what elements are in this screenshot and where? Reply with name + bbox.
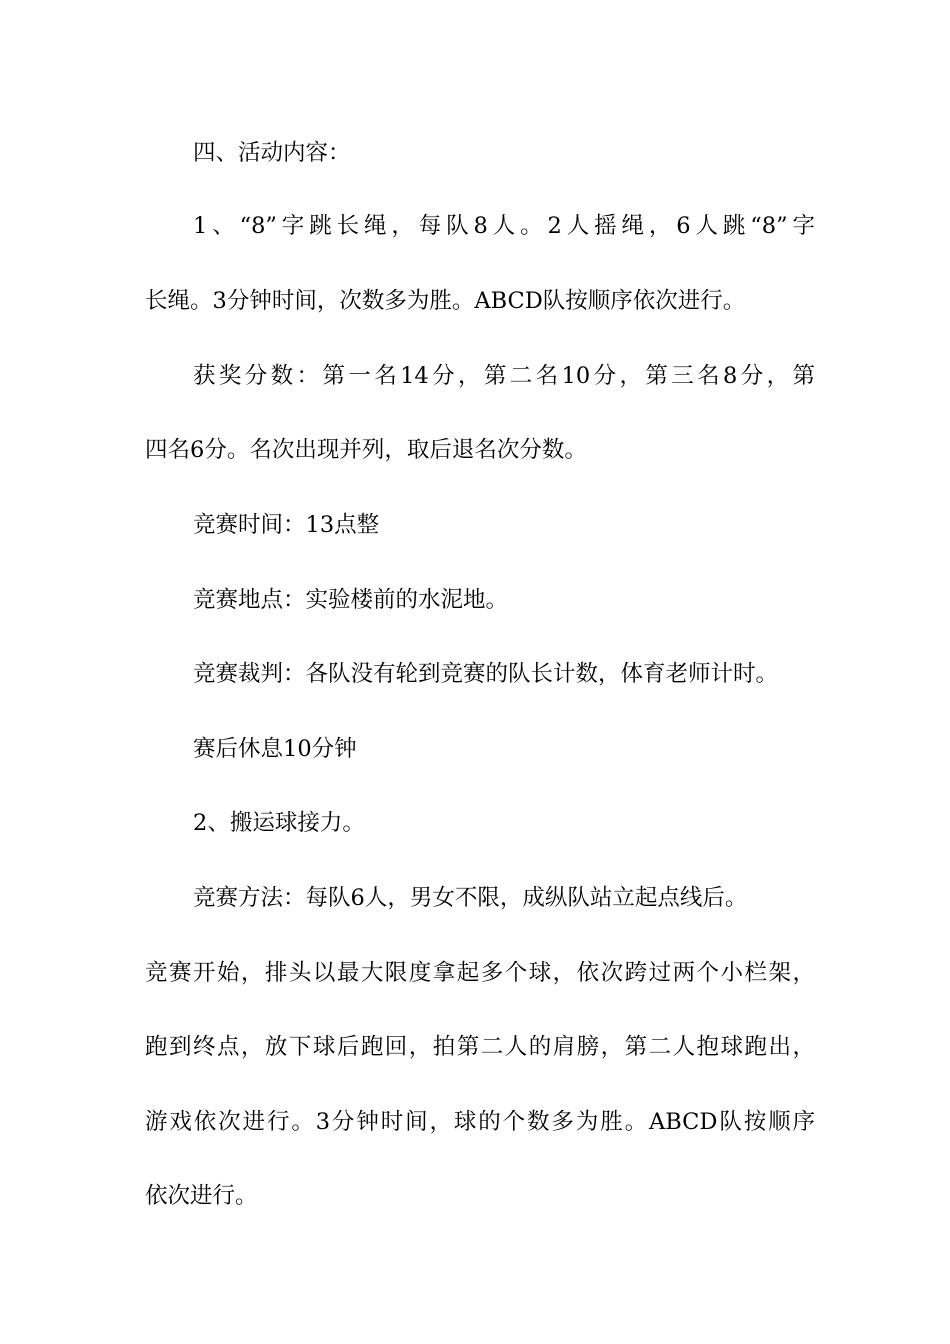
section-subheading: 2、搬运球接力。: [193, 810, 365, 836]
paragraph-line: 1、“8”字跳长绳，每队8人。2人摇绳，6人跳“8”字: [193, 213, 815, 239]
paragraph-line: 竞赛时间：13点整: [193, 512, 380, 538]
paragraph-line: 跑到终点，放下球后跑回，拍第二人的肩膀，第二人抱球跑出，: [145, 1034, 815, 1060]
paragraph-line: 赛后休息10分钟: [193, 736, 357, 762]
paragraph-line: 四名6分。名次出现并列，取后退名次分数。: [145, 437, 587, 463]
paragraph-line: 竞赛裁判：各队没有轮到竞赛的队长计数，体育老师计时。: [193, 661, 779, 687]
section-heading: 四、活动内容：: [193, 140, 351, 166]
paragraph-line: 竞赛地点：实验楼前的水泥地。: [193, 587, 509, 613]
paragraph-line: 竞赛开始，排头以最大限度拿起多个球，依次跨过两个小栏架，: [145, 960, 815, 986]
paragraph-line: 获奖分数：第一名14分，第二名10分，第三名8分，第: [193, 363, 815, 389]
paragraph-line: 游戏依次进行。3分钟时间，球的个数多为胜。ABCD队按顺序: [145, 1109, 815, 1135]
paragraph-line: 长绳。3分钟时间，次数多为胜。ABCD队按顺序依次进行。: [145, 288, 746, 314]
paragraph-line: 竞赛方法：每队6人，男女不限，成纵队站立起点线后。: [193, 885, 748, 911]
paragraph-line: 依次进行。: [145, 1183, 258, 1209]
